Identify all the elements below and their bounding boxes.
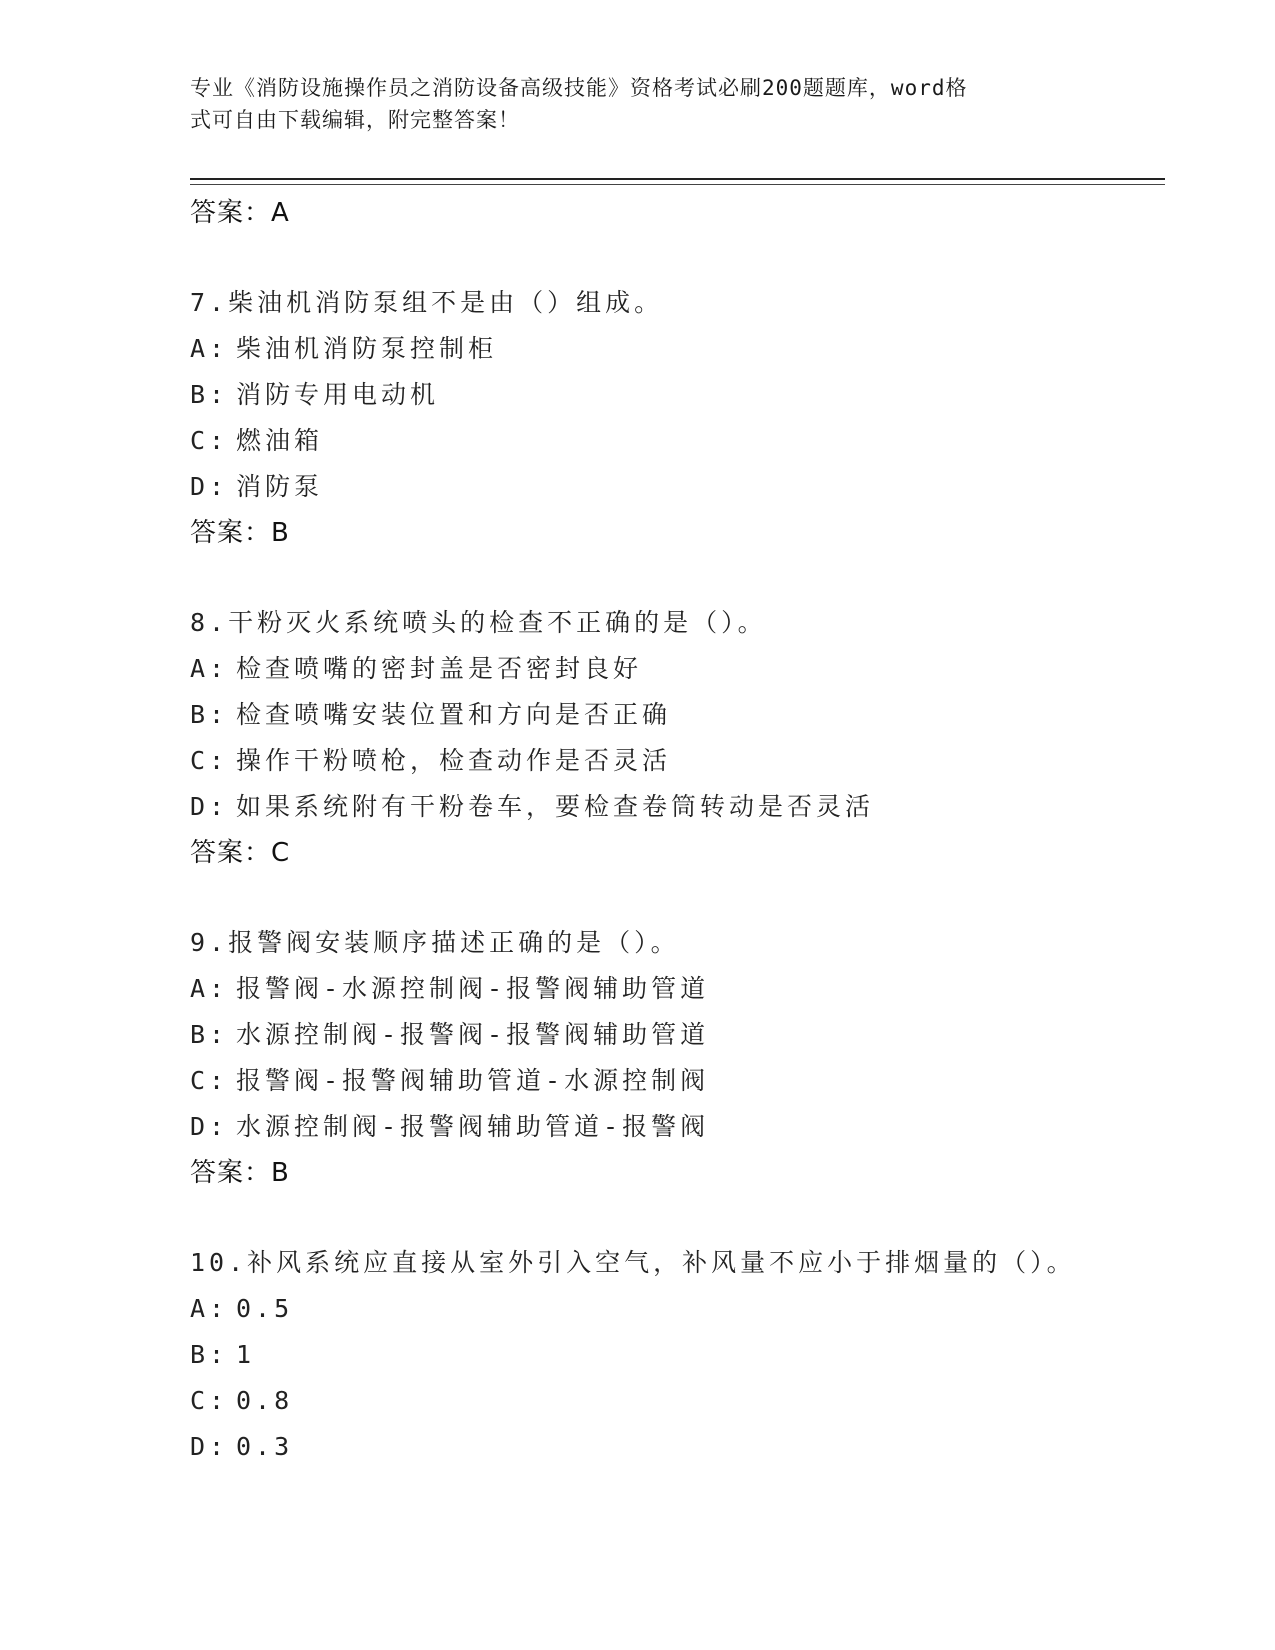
option-letter: A:	[190, 654, 229, 683]
option-a	[190, 966, 1170, 1012]
option-letter: C:	[190, 1386, 229, 1415]
option-text: 检查喷嘴安装位置和方向是否正确	[236, 700, 672, 729]
question-stem: 8.干粉灭火系统喷头的检查不正确的是（）。	[190, 608, 767, 637]
option-letter: A:	[190, 1294, 229, 1323]
document-header	[190, 72, 1090, 136]
option-a	[190, 326, 1170, 372]
option-text: 燃油箱	[236, 426, 324, 455]
option-letter: B:	[190, 1340, 229, 1369]
option-c	[190, 738, 1170, 784]
question-stem: 7.柴油机消防泵组不是由（）组成。	[190, 288, 664, 317]
option-b	[190, 692, 1170, 738]
option-text: 报警阀-水源控制阀-报警阀辅助管道	[236, 974, 710, 1003]
option-d	[190, 1424, 1170, 1470]
header-divider-thick	[190, 178, 1165, 180]
option-text: 报警阀-报警阀辅助管道-水源控制阀	[236, 1066, 710, 1095]
option-letter: D:	[190, 792, 229, 821]
option-text: 0.5	[236, 1294, 294, 1323]
question-8	[190, 600, 1170, 876]
question-stem: 9.报警阀安装顺序描述正确的是（）。	[190, 928, 680, 957]
option-letter: D:	[190, 1432, 229, 1461]
option-c	[190, 1058, 1170, 1104]
answer-line: 答案：C	[190, 838, 291, 868]
option-letter: B:	[190, 700, 229, 729]
question-list	[190, 190, 1170, 1470]
option-letter: C:	[190, 426, 229, 455]
option-letter: B:	[190, 380, 229, 409]
question-10	[190, 1240, 1170, 1470]
option-letter: C:	[190, 1066, 229, 1095]
option-text: 消防泵	[236, 472, 324, 501]
option-text: 如果系统附有干粉卷车，要检查卷筒转动是否灵活	[236, 792, 875, 821]
question-9	[190, 920, 1170, 1196]
previous-answer: 答案：A	[190, 198, 290, 228]
option-text: 消防专用电动机	[236, 380, 440, 409]
option-letter: A:	[190, 974, 229, 1003]
answer-line: 答案：B	[190, 518, 290, 548]
option-letter: D:	[190, 1112, 229, 1141]
option-c	[190, 1378, 1170, 1424]
option-text: 1	[236, 1340, 256, 1369]
option-b	[190, 1012, 1170, 1058]
question-stem: 10.补风系统应直接从室外引入空气，补风量不应小于排烟量的（）。	[190, 1248, 1076, 1277]
header-line-1: 专业《消防设施操作员之消防设备高级技能》资格考试必刷200题题库，word格	[190, 76, 968, 100]
option-d	[190, 464, 1170, 510]
option-letter: B:	[190, 1020, 229, 1049]
option-text: 柴油机消防泵控制柜	[236, 334, 498, 363]
option-d	[190, 784, 1170, 830]
option-text: 水源控制阀-报警阀-报警阀辅助管道	[236, 1020, 710, 1049]
option-text: 水源控制阀-报警阀辅助管道-报警阀	[236, 1112, 710, 1141]
option-c	[190, 418, 1170, 464]
option-d	[190, 1104, 1170, 1150]
option-b	[190, 1332, 1170, 1378]
header-line-2: 式可自由下载编辑，附完整答案！	[190, 108, 520, 132]
option-letter: A:	[190, 334, 229, 363]
option-text: 0.8	[236, 1386, 294, 1415]
option-letter: C:	[190, 746, 229, 775]
option-a	[190, 646, 1170, 692]
question-7	[190, 280, 1170, 556]
header-divider-thin	[190, 184, 1165, 185]
option-text: 检查喷嘴的密封盖是否密封良好	[236, 654, 643, 683]
option-a	[190, 1286, 1170, 1332]
option-text: 操作干粉喷枪，检查动作是否灵活	[236, 746, 672, 775]
option-text: 0.3	[236, 1432, 294, 1461]
option-letter: D:	[190, 472, 229, 501]
option-b	[190, 372, 1170, 418]
answer-line: 答案：B	[190, 1158, 290, 1188]
